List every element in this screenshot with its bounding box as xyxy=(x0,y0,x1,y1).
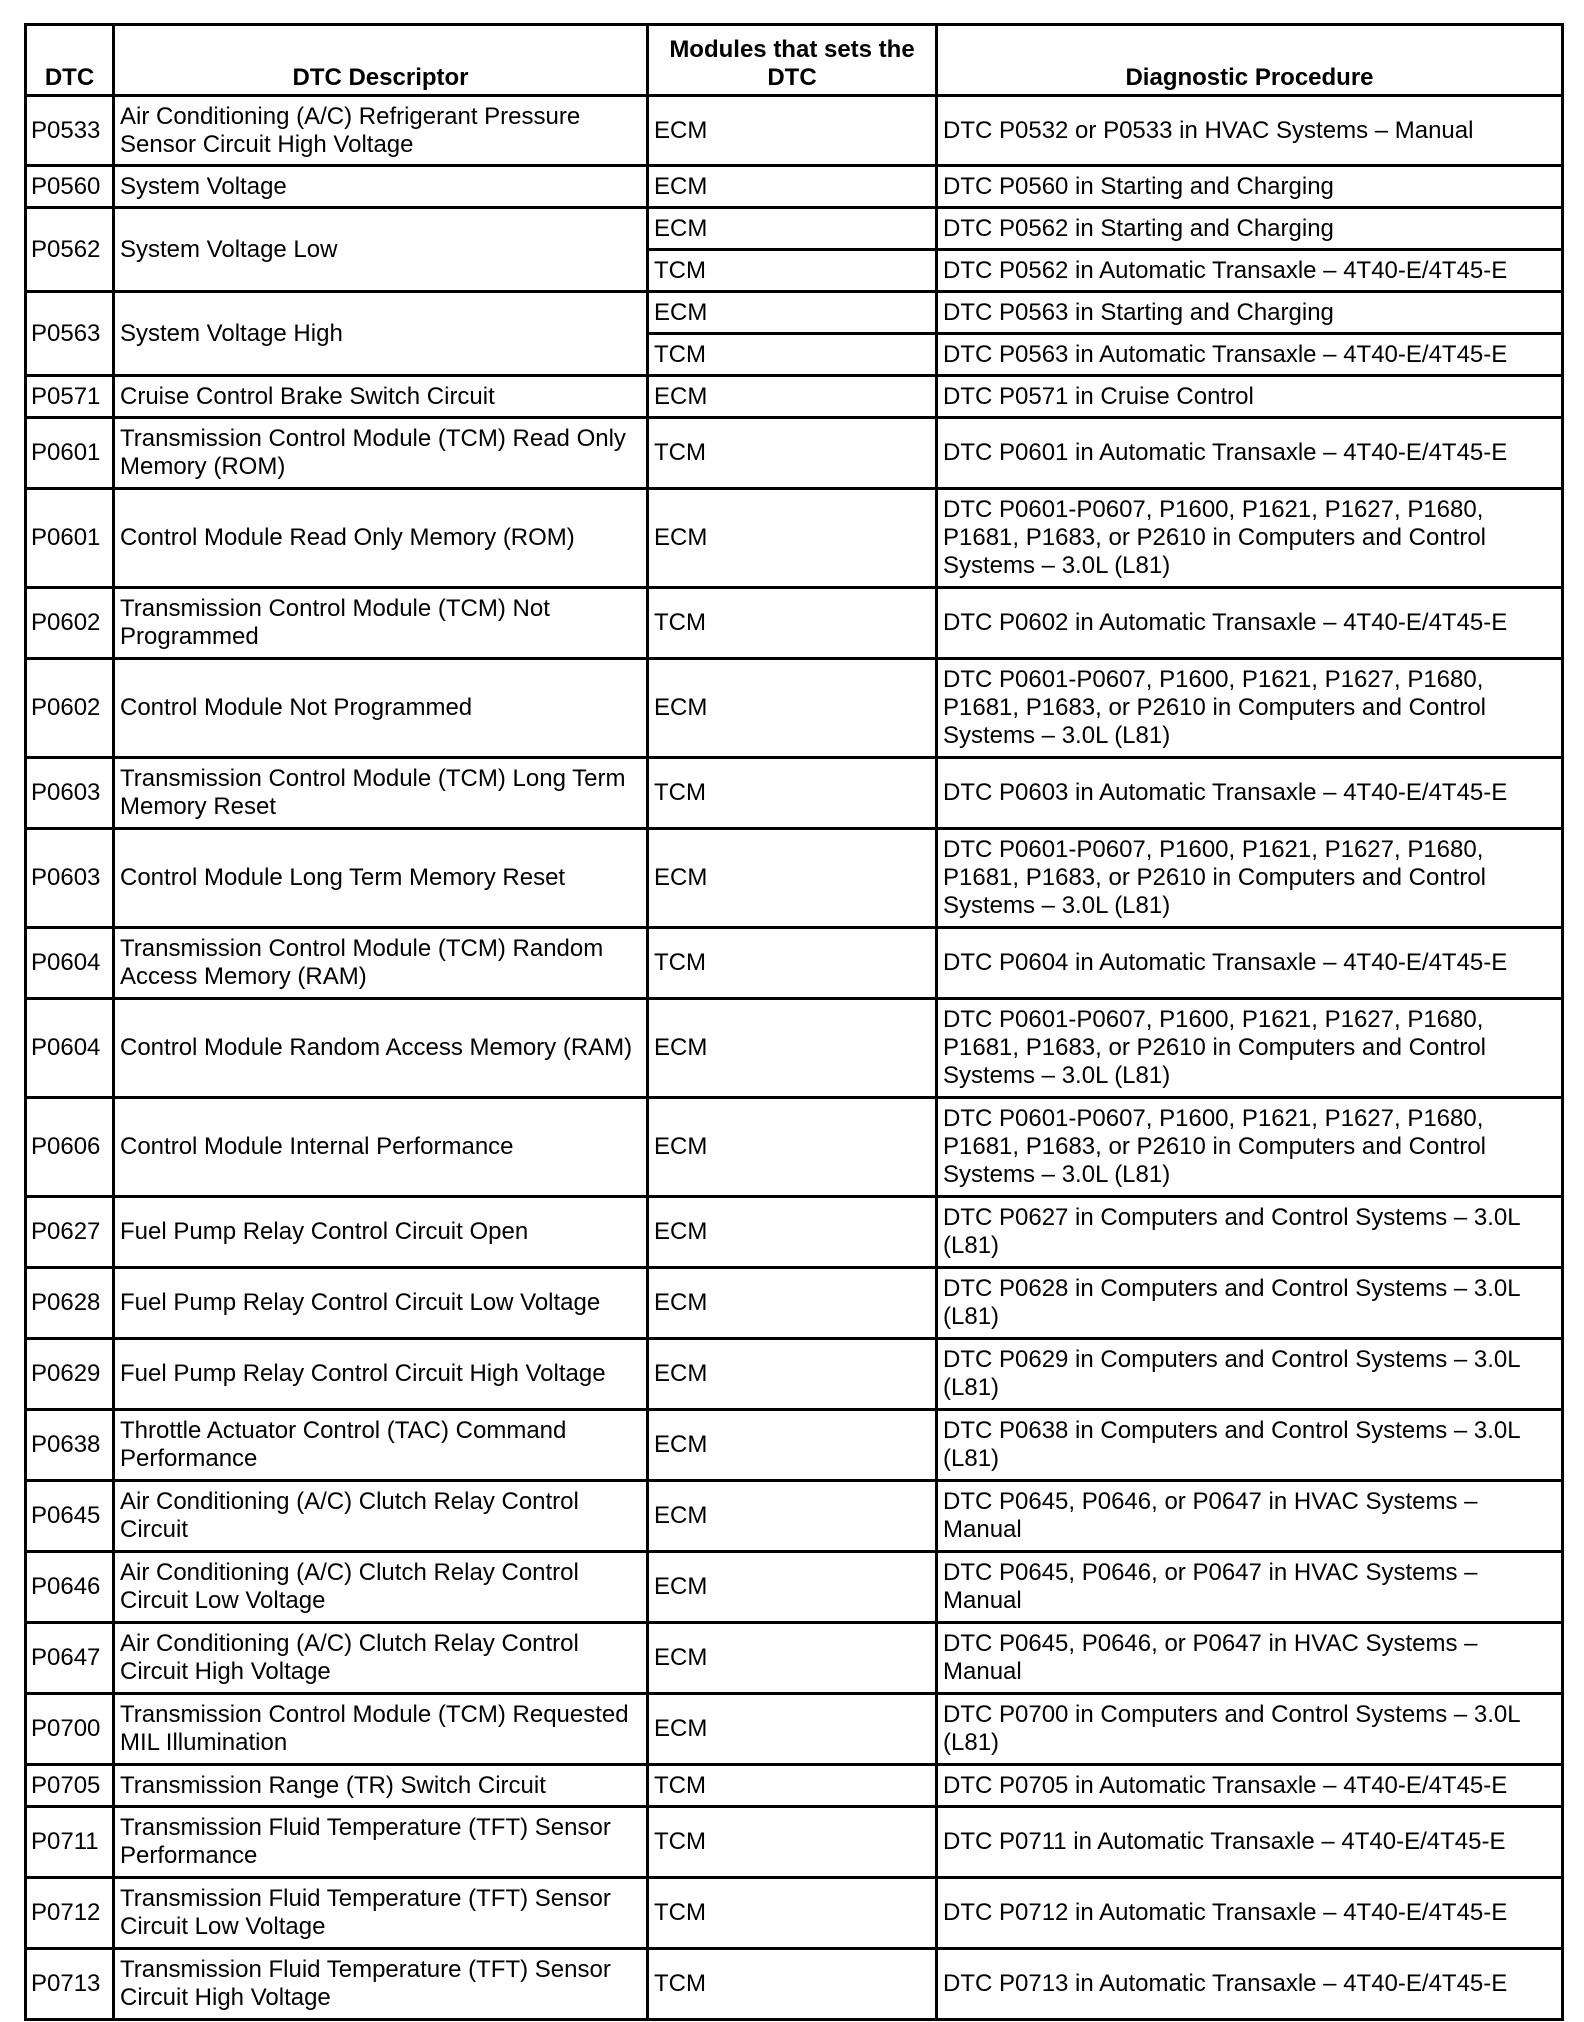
header-procedure: Diagnostic Procedure xyxy=(937,25,1563,96)
module-cell: TCM xyxy=(648,1765,937,1807)
table-row xyxy=(26,489,1563,588)
dtc-code-cell: P0628 xyxy=(26,1268,114,1339)
dtc-descriptor-cell: Cruise Control Brake Switch Circuit xyxy=(114,376,648,418)
table-row xyxy=(26,1197,1563,1268)
dtc-descriptor-cell: Fuel Pump Relay Control Circuit High Voltage xyxy=(114,1339,648,1410)
module-cell: TCM xyxy=(648,588,937,659)
header-descriptor: DTC Descriptor xyxy=(114,25,648,96)
dtc-code-cell: P0627 xyxy=(26,1197,114,1268)
dtc-code-cell: P0571 xyxy=(26,376,114,418)
table-row xyxy=(26,1765,1563,1807)
dtc-code-cell: P0606 xyxy=(26,1098,114,1197)
table-row xyxy=(26,1339,1563,1410)
dtc-descriptor-cell: Air Conditioning (A/C) Clutch Relay Control Circuit xyxy=(114,1481,648,1552)
module-cell: ECM xyxy=(648,1268,937,1339)
module-cell: ECM xyxy=(648,829,937,928)
dtc-code-cell: P0562 xyxy=(26,208,114,292)
table-row xyxy=(26,292,1563,334)
dtc-descriptor-cell: System Voltage High xyxy=(114,292,648,376)
table-row xyxy=(26,1098,1563,1197)
module-cell: ECM xyxy=(648,1552,937,1623)
module-cell: ECM xyxy=(648,489,937,588)
diagnostic-procedure-cell: DTC P0629 in Computers and Control Systems – 3.0L (L81) xyxy=(937,1339,1563,1410)
diagnostic-procedure-cell: DTC P0604 in Automatic Transaxle – 4T40-E/4T45-E xyxy=(937,928,1563,999)
dtc-code-cell: P0646 xyxy=(26,1552,114,1623)
dtc-code-cell: P0604 xyxy=(26,928,114,999)
dtc-code-cell: P0645 xyxy=(26,1481,114,1552)
dtc-descriptor-cell: Transmission Control Module (TCM) Random Access Memory (RAM) xyxy=(114,928,648,999)
diagnostic-procedure-cell: DTC P0601-P0607, P1600, P1621, P1627, P1680, P1681, P1683, or P2610 in Computers and Control Systems – 3.0L (L81) xyxy=(937,829,1563,928)
dtc-descriptor-cell: Transmission Fluid Temperature (TFT) Sensor Circuit Low Voltage xyxy=(114,1878,648,1949)
table-header xyxy=(26,25,1563,96)
module-cell: ECM xyxy=(648,659,937,758)
diagnostic-procedure-cell: DTC P0571 in Cruise Control xyxy=(937,376,1563,418)
diagnostic-procedure-cell: DTC P0563 in Automatic Transaxle – 4T40-E/4T45-E xyxy=(937,334,1563,376)
module-cell: TCM xyxy=(648,418,937,489)
diagnostic-procedure-cell: DTC P0712 in Automatic Transaxle – 4T40-E/4T45-E xyxy=(937,1878,1563,1949)
dtc-descriptor-cell: Air Conditioning (A/C) Clutch Relay Control Circuit High Voltage xyxy=(114,1623,648,1694)
module-cell: ECM xyxy=(648,1694,937,1765)
dtc-code-cell: P0711 xyxy=(26,1807,114,1878)
diagnostic-procedure-cell: DTC P0603 in Automatic Transaxle – 4T40-E/4T45-E xyxy=(937,758,1563,829)
dtc-table-container xyxy=(24,23,1561,2021)
diagnostic-procedure-cell: DTC P0532 or P0533 in HVAC Systems – Manual xyxy=(937,96,1563,166)
diagnostic-procedure-cell: DTC P0705 in Automatic Transaxle – 4T40-E/4T45-E xyxy=(937,1765,1563,1807)
dtc-descriptor-cell: System Voltage Low xyxy=(114,208,648,292)
dtc-code-cell: P0603 xyxy=(26,758,114,829)
module-cell: ECM xyxy=(648,96,937,166)
table-row xyxy=(26,588,1563,659)
dtc-descriptor-cell: Transmission Fluid Temperature (TFT) Sensor Circuit High Voltage xyxy=(114,1949,648,2020)
dtc-code-cell: P0713 xyxy=(26,1949,114,2020)
dtc-code-cell: P0602 xyxy=(26,588,114,659)
table-row xyxy=(26,166,1563,208)
diagnostic-procedure-cell: DTC P0700 in Computers and Control Systems – 3.0L (L81) xyxy=(937,1694,1563,1765)
dtc-descriptor-cell: Transmission Control Module (TCM) Read Only Memory (ROM) xyxy=(114,418,648,489)
diagnostic-procedure-cell: DTC P0645, P0646, or P0647 in HVAC Systems – Manual xyxy=(937,1552,1563,1623)
dtc-descriptor-cell: Fuel Pump Relay Control Circuit Low Voltage xyxy=(114,1268,648,1339)
module-cell: ECM xyxy=(648,1197,937,1268)
dtc-code-cell: P0705 xyxy=(26,1765,114,1807)
diagnostic-procedure-cell: DTC P0601 in Automatic Transaxle – 4T40-E/4T45-E xyxy=(937,418,1563,489)
diagnostic-procedure-cell: DTC P0638 in Computers and Control Systems – 3.0L (L81) xyxy=(937,1410,1563,1481)
table-body xyxy=(26,96,1563,2020)
dtc-descriptor-cell: Transmission Range (TR) Switch Circuit xyxy=(114,1765,648,1807)
module-cell: ECM xyxy=(648,1339,937,1410)
dtc-descriptor-cell: System Voltage xyxy=(114,166,648,208)
dtc-descriptor-cell: Fuel Pump Relay Control Circuit Open xyxy=(114,1197,648,1268)
table-row xyxy=(26,1807,1563,1878)
dtc-code-cell: P0601 xyxy=(26,418,114,489)
diagnostic-procedure-cell: DTC P0562 in Automatic Transaxle – 4T40-E/4T45-E xyxy=(937,250,1563,292)
module-cell: TCM xyxy=(648,928,937,999)
table-row xyxy=(26,1623,1563,1694)
module-cell: TCM xyxy=(648,250,937,292)
module-cell: ECM xyxy=(648,1410,937,1481)
dtc-descriptor-cell: Control Module Random Access Memory (RAM) xyxy=(114,999,648,1098)
dtc-descriptor-cell: Transmission Control Module (TCM) Not Programmed xyxy=(114,588,648,659)
dtc-descriptor-cell: Control Module Internal Performance xyxy=(114,1098,648,1197)
diagnostic-procedure-cell: DTC P0562 in Starting and Charging xyxy=(937,208,1563,250)
dtc-descriptor-cell: Air Conditioning (A/C) Clutch Relay Control Circuit Low Voltage xyxy=(114,1552,648,1623)
header-dtc: DTC xyxy=(26,25,114,96)
diagnostic-procedure-cell: DTC P0601-P0607, P1600, P1621, P1627, P1680, P1681, P1683, or P2610 in Computers and Control Systems – 3.0L (L81) xyxy=(937,659,1563,758)
diagnostic-procedure-cell: DTC P0563 in Starting and Charging xyxy=(937,292,1563,334)
diagnostic-procedure-cell: DTC P0711 in Automatic Transaxle – 4T40-E/4T45-E xyxy=(937,1807,1563,1878)
diagnostic-procedure-cell: DTC P0601-P0607, P1600, P1621, P1627, P1680, P1681, P1683, or P2610 in Computers and Control Systems – 3.0L (L81) xyxy=(937,999,1563,1098)
dtc-descriptor-cell: Control Module Read Only Memory (ROM) xyxy=(114,489,648,588)
dtc-descriptor-cell: Throttle Actuator Control (TAC) Command Performance xyxy=(114,1410,648,1481)
diagnostic-procedure-cell: DTC P0627 in Computers and Control Systems – 3.0L (L81) xyxy=(937,1197,1563,1268)
table-row xyxy=(26,1694,1563,1765)
diagnostic-procedure-cell: DTC P0601-P0607, P1600, P1621, P1627, P1680, P1681, P1683, or P2610 in Computers and Control Systems – 3.0L (L81) xyxy=(937,1098,1563,1197)
table-row xyxy=(26,758,1563,829)
module-cell: ECM xyxy=(648,999,937,1098)
table-row xyxy=(26,376,1563,418)
table-row xyxy=(26,208,1563,250)
module-cell: TCM xyxy=(648,1949,937,2020)
dtc-descriptor-cell: Control Module Not Programmed xyxy=(114,659,648,758)
diagnostic-procedure-cell: DTC P0560 in Starting and Charging xyxy=(937,166,1563,208)
table-row xyxy=(26,829,1563,928)
table-row xyxy=(26,928,1563,999)
module-cell: ECM xyxy=(648,208,937,250)
dtc-descriptor-cell: Control Module Long Term Memory Reset xyxy=(114,829,648,928)
table-row xyxy=(26,96,1563,166)
module-cell: TCM xyxy=(648,1807,937,1878)
dtc-code-cell: P0629 xyxy=(26,1339,114,1410)
module-cell: ECM xyxy=(648,166,937,208)
table-row xyxy=(26,1552,1563,1623)
table-row xyxy=(26,1878,1563,1949)
table-row xyxy=(26,1268,1563,1339)
table-row xyxy=(26,1410,1563,1481)
dtc-code-cell: P0647 xyxy=(26,1623,114,1694)
module-cell: ECM xyxy=(648,376,937,418)
dtc-descriptor-cell: Transmission Fluid Temperature (TFT) Sensor Performance xyxy=(114,1807,648,1878)
diagnostic-procedure-cell: DTC P0645, P0646, or P0647 in HVAC Systems – Manual xyxy=(937,1623,1563,1694)
dtc-code-cell: P0712 xyxy=(26,1878,114,1949)
table-row xyxy=(26,999,1563,1098)
module-cell: ECM xyxy=(648,1623,937,1694)
diagnostic-procedure-cell: DTC P0645, P0646, or P0647 in HVAC Systems – Manual xyxy=(937,1481,1563,1552)
table-row xyxy=(26,1949,1563,2020)
dtc-code-cell: P0604 xyxy=(26,999,114,1098)
table-row xyxy=(26,418,1563,489)
header-row xyxy=(26,25,1563,96)
dtc-descriptor-cell: Transmission Control Module (TCM) Requested MIL Illumination xyxy=(114,1694,648,1765)
header-module: Modules that sets the DTC xyxy=(648,25,937,96)
module-cell: ECM xyxy=(648,292,937,334)
dtc-code-cell: P0638 xyxy=(26,1410,114,1481)
table-row xyxy=(26,1481,1563,1552)
module-cell: TCM xyxy=(648,758,937,829)
dtc-code-cell: P0603 xyxy=(26,829,114,928)
dtc-code-cell: P0560 xyxy=(26,166,114,208)
dtc-code-cell: P0533 xyxy=(26,96,114,166)
table-row xyxy=(26,659,1563,758)
dtc-code-cell: P0602 xyxy=(26,659,114,758)
dtc-descriptor-cell: Air Conditioning (A/C) Refrigerant Pressure Sensor Circuit High Voltage xyxy=(114,96,648,166)
dtc-code-cell: P0601 xyxy=(26,489,114,588)
diagnostic-procedure-cell: DTC P0601-P0607, P1600, P1621, P1627, P1680, P1681, P1683, or P2610 in Computers and Control Systems – 3.0L (L81) xyxy=(937,489,1563,588)
dtc-table xyxy=(24,23,1564,2021)
diagnostic-procedure-cell: DTC P0602 in Automatic Transaxle – 4T40-E/4T45-E xyxy=(937,588,1563,659)
diagnostic-procedure-cell: DTC P0628 in Computers and Control Systems – 3.0L (L81) xyxy=(937,1268,1563,1339)
dtc-descriptor-cell: Transmission Control Module (TCM) Long Term Memory Reset xyxy=(114,758,648,829)
module-cell: ECM xyxy=(648,1481,937,1552)
module-cell: TCM xyxy=(648,1878,937,1949)
dtc-code-cell: P0563 xyxy=(26,292,114,376)
diagnostic-procedure-cell: DTC P0713 in Automatic Transaxle – 4T40-E/4T45-E xyxy=(937,1949,1563,2020)
module-cell: ECM xyxy=(648,1098,937,1197)
dtc-code-cell: P0700 xyxy=(26,1694,114,1765)
module-cell: TCM xyxy=(648,334,937,376)
